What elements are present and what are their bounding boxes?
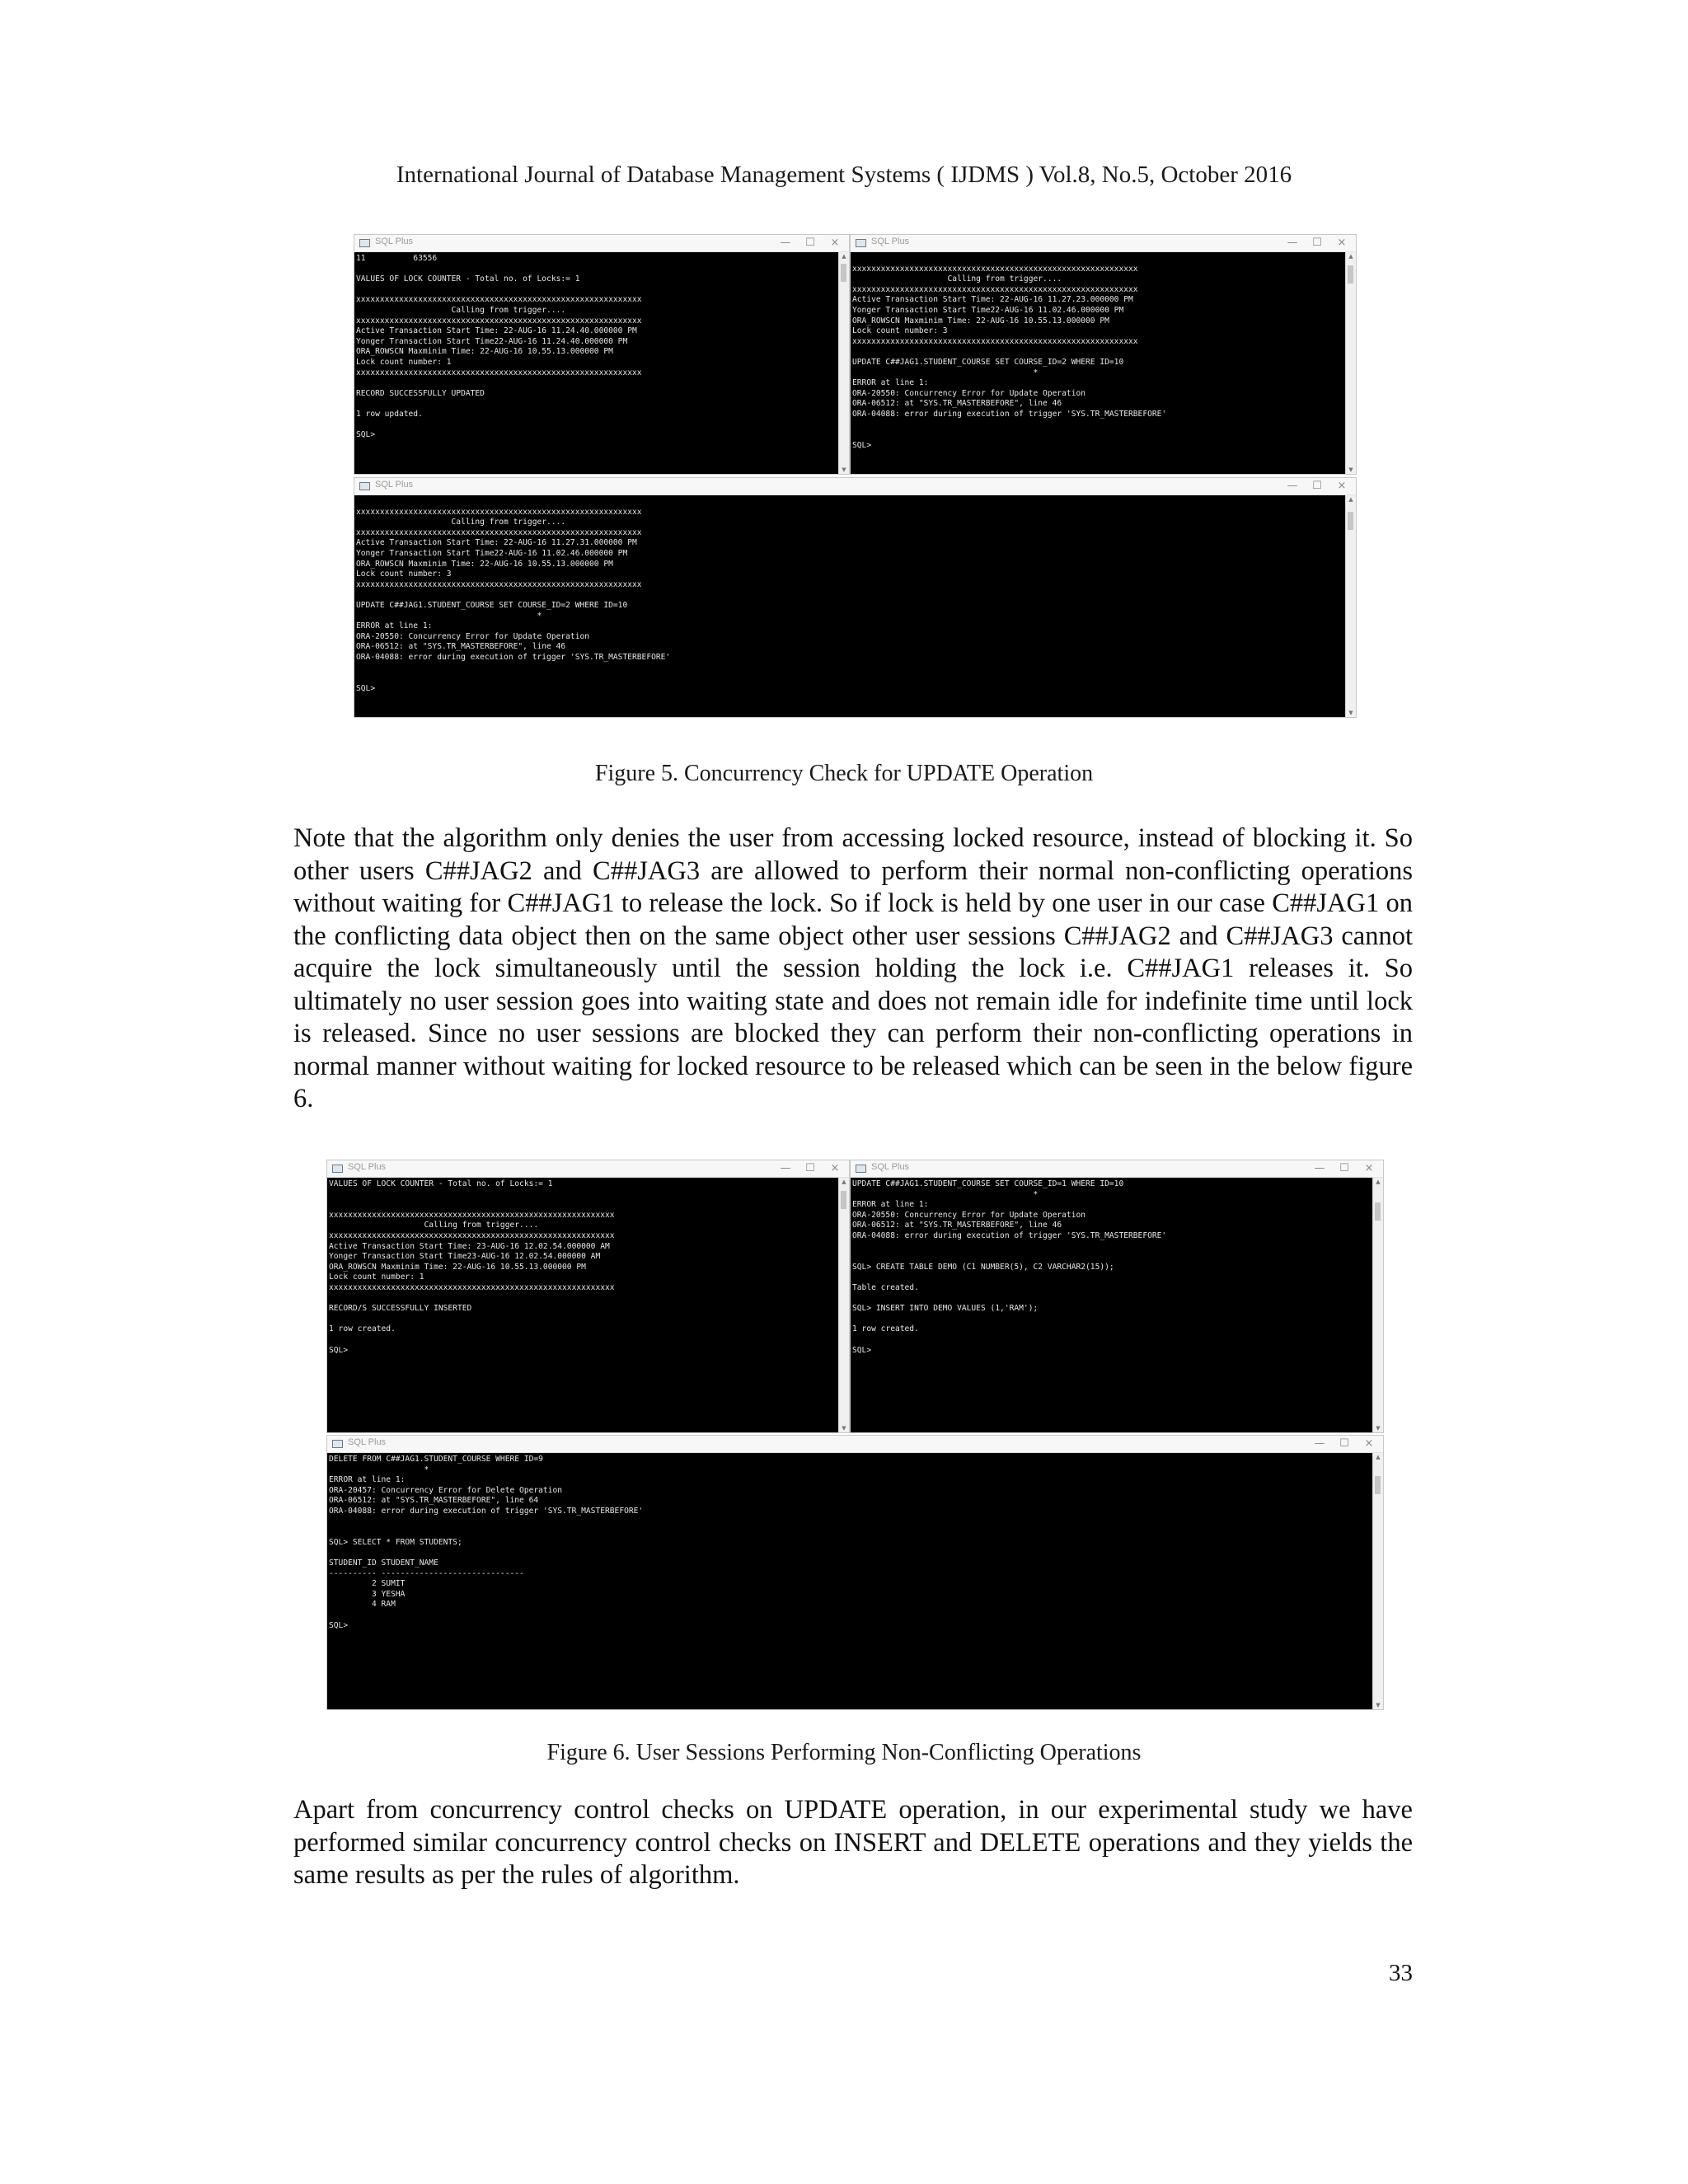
sqlplus-app-icon (856, 239, 866, 247)
scroll-thumb[interactable] (1375, 1202, 1381, 1221)
title-bar[interactable] (327, 1436, 1383, 1453)
window-title: SQL Plus (375, 237, 414, 246)
scroll-thumb[interactable] (1348, 265, 1353, 284)
body-paragraph: Apart from concurrency control checks on UPDATE operation, in our experimental study we have performed similar concurrency control checks on INSERT and DELETE operations and they yields the same results as per the rules of algorithm. (293, 1795, 1413, 1890)
scroll-down-icon[interactable]: ▼ (1376, 1702, 1381, 1708)
close-button[interactable]: × (830, 1162, 840, 1174)
vertical-scrollbar[interactable] (838, 1178, 849, 1432)
minimize-button[interactable]: — (780, 1162, 791, 1174)
scroll-down-icon[interactable]: ▼ (1348, 466, 1353, 473)
maximize-button[interactable]: ☐ (1312, 480, 1322, 492)
scroll-down-icon[interactable]: ▼ (1348, 710, 1353, 716)
console-output[interactable]: 11 63556 VALUES OF LOCK COUNTER - Total no. of Locks:= 1 xxxxxxxxxxxxxxxxxxxxxxxxxxxxxxxxxxxxxxxxxxxxxxxxxxxxxxxxxxxx Calling from trigger.... xxxxxxxxxxxxxxxxxxxxxxxxxxxxxxxxxxxxxxxxxxxxxxxxxxxxxxxxxxxx Active Transaction Start Time: 22-AUG-16 11.24.40.000000 PM Yonger Transaction Start Time22-AUG-16 11.24.40.000000 PM ORA_ROWSCN Maxminim Time: 22-AUG-16 10.55.13.000000 PM Lock count number: 1 xxxxxxxxxxxxxxxxxxxxxxxxxxxxxxxxxxxxxxxxxxxxxxxxxxxxxxxxxxxx RECORD SUCCESSFULLY UPDATED 1 row updated. SQL> (356, 254, 642, 440)
window-title: SQL Plus (375, 480, 414, 490)
minimize-button[interactable]: — (1314, 1437, 1325, 1450)
minimize-button[interactable]: — (1287, 237, 1298, 249)
page-number: 33 (1389, 1960, 1413, 1986)
maximize-button[interactable]: ☐ (805, 237, 815, 249)
sqlplus-app-icon (332, 1165, 343, 1173)
vertical-scrollbar[interactable] (1372, 1453, 1383, 1709)
sqlplus-window[interactable] (354, 235, 849, 474)
scroll-thumb[interactable] (841, 264, 846, 282)
scroll-thumb[interactable] (841, 1191, 846, 1209)
console-output[interactable]: VALUES OF LOCK COUNTER - Total no. of Locks:= 1 xxxxxxxxxxxxxxxxxxxxxxxxxxxxxxxxxxxxxxxxxxxxxxxxxxxxxxxxxxxx Calling from trigger.... xxxxxxxxxxxxxxxxxxxxxxxxxxxxxxxxxxxxxxxxxxxxxxxxxxxxxxxxxxxx Active Transaction Start Time: 23-AUG-16 12.02.54.000000 AM Yonger Transaction Start Time23-AUG-16 12.02.54.000000 AM ORA_ROWSCN Maxminim Time: 22-AUG-16 10.55.13.000000 PM Lock count number: 1 xxxxxxxxxxxxxxxxxxxxxxxxxxxxxxxxxxxxxxxxxxxxxxxxxxxxxxxxxxxx RECORD/S SUCCESSFULLY INSERTED 1 row created. SQL> (329, 1179, 615, 1355)
sqlplus-window[interactable] (851, 1160, 1383, 1432)
maximize-button[interactable]: ☐ (1339, 1162, 1349, 1174)
close-button[interactable]: × (1364, 1162, 1374, 1174)
vertical-scrollbar[interactable] (838, 252, 849, 474)
figure-5-caption: Figure 5. Concurrency Check for UPDATE Operation (594, 761, 1094, 786)
scroll-up-icon[interactable]: ▲ (1348, 496, 1353, 503)
window-title: SQL Plus (348, 1162, 387, 1172)
scroll-up-icon[interactable]: ▲ (842, 1179, 846, 1185)
console-output[interactable]: DELETE FROM C##JAG1.STUDENT_COURSE WHERE ID=9 * ERROR at line 1: ORA-20457: Concurrency Error for Delete Operation ORA-06512: at "SYS.TR_MASTERBEFORE", line 64 ORA-04088: error during execution of trigger 'SYS.TR_MASTERBEFORE' SQL> SELECT * FROM STUDENTS; STUDENT_ID STUDENT_NAME ---------- ------------------------------ 2 SUMIT 3 YESHA 4 RAM SQL> (329, 1455, 644, 1630)
close-button[interactable]: × (1337, 237, 1347, 249)
console-output[interactable]: xxxxxxxxxxxxxxxxxxxxxxxxxxxxxxxxxxxxxxxxxxxxxxxxxxxxxxxxxxxx Calling from trigger.... xxxxxxxxxxxxxxxxxxxxxxxxxxxxxxxxxxxxxxxxxxxxxxxxxxxxxxxxxxxx Active Transaction Start Time: 22-AUG-16 11.27.23.000000 PM Yonger Transaction Start Time22-AUG-16 11.02.46.000000 PM ORA_ROWSCN Maxminim Time: 22-AUG-16 10.55.13.000000 PM Lock count number: 3 xxxxxxxxxxxxxxxxxxxxxxxxxxxxxxxxxxxxxxxxxxxxxxxxxxxxxxxxxxxx UPDATE C##JAG1.STUDENT_COURSE SET COURSE_ID=2 WHERE ID=10 * ERROR at line 1: ORA-20550: Concurrency Error for Update Operation ORA-06512: at "SYS.TR_MASTERBEFORE", line 46 ORA-04088: error during execution of trigger 'SYS.TR_MASTERBEFORE' SQL> (852, 264, 1167, 450)
scroll-up-icon[interactable]: ▲ (1376, 1179, 1381, 1185)
sqlplus-window[interactable] (327, 1436, 1383, 1709)
maximize-button[interactable]: ☐ (1339, 1437, 1349, 1450)
sqlplus-window[interactable] (354, 478, 1356, 717)
window-title: SQL Plus (348, 1437, 387, 1447)
title-bar[interactable] (851, 235, 1356, 252)
title-bar[interactable] (327, 1160, 849, 1178)
minimize-button[interactable]: — (1287, 480, 1298, 492)
window-title: SQL Plus (871, 1162, 910, 1172)
close-button[interactable]: × (1337, 480, 1347, 492)
console-output[interactable]: UPDATE C##JAG1.STUDENT_COURSE SET COURSE_ID=1 WHERE ID=10 * ERROR at line 1: ORA-20550: Concurrency Error for Update Operation ORA-06512: at "SYS.TR_MASTERBEFORE", line 46 ORA-04088: error during execution of trigger 'SYS.TR_MASTERBEFORE' SQL> CREATE TABLE DEMO (C1 NUMBER(5), C2 VARCHAR2(15)); Table created. SQL> INSERT INTO DEMO VALUES (1,'RAM'); 1 row created. SQL> (852, 1179, 1167, 1355)
title-bar[interactable] (354, 235, 849, 252)
vertical-scrollbar[interactable] (1372, 1178, 1383, 1432)
maximize-button[interactable]: ☐ (1312, 237, 1322, 249)
scroll-up-icon[interactable]: ▲ (1348, 253, 1353, 260)
vertical-scrollbar[interactable] (1345, 252, 1356, 474)
scroll-down-icon[interactable]: ▼ (842, 1425, 846, 1432)
scroll-up-icon[interactable]: ▲ (842, 253, 846, 260)
vertical-scrollbar[interactable] (1345, 495, 1356, 717)
title-bar[interactable] (354, 478, 1356, 495)
sqlplus-window[interactable] (851, 235, 1356, 474)
window-title: SQL Plus (871, 237, 910, 246)
sqlplus-app-icon (332, 1440, 343, 1448)
scroll-up-icon[interactable]: ▲ (1376, 1454, 1381, 1460)
body-paragraph: Note that the algorithm only denies the user from accessing locked resource, instead of blocking it. So other users C##JAG2 and C##JAG3 are allowed to perform their normal non-conflicting operations without waiting for C##JAG1 to release the lock. So if lock is held by one user in our case C##JAG1 on the conflicting data object then on the same object other user sessions C##JAG2 and C##JAG3 cannot acquire the lock simultaneously until the session holding the lock i.e. C##JAG1 releases it. So ultimately no user session goes into waiting state and does not remain idle for indefinite time until lock is released. Since no user sessions are blocked they can perform their non-conflicting operations in normal manner without waiting for locked resource to be released which can be seen in the below figure 6. (293, 823, 1413, 1113)
sqlplus-app-icon (856, 1165, 866, 1173)
close-button[interactable]: × (830, 237, 840, 249)
console-output[interactable]: xxxxxxxxxxxxxxxxxxxxxxxxxxxxxxxxxxxxxxxxxxxxxxxxxxxxxxxxxxxx Calling from trigger.... xxxxxxxxxxxxxxxxxxxxxxxxxxxxxxxxxxxxxxxxxxxxxxxxxxxxxxxxxxxx Active Transaction Start Time: 22-AUG-16 11.27.31.000000 PM Yonger Transaction Start Time22-AUG-16 11.02.46.000000 PM ORA_ROWSCN Maxminim Time: 22-AUG-16 10.55.13.000000 PM Lock count number: 3 xxxxxxxxxxxxxxxxxxxxxxxxxxxxxxxxxxxxxxxxxxxxxxxxxxxxxxxxxxxx UPDATE C##JAG1.STUDENT_COURSE SET COURSE_ID=2 WHERE ID=10 * ERROR at line 1: ORA-20550: Concurrency Error for Update Operation ORA-06512: at "SYS.TR_MASTERBEFORE", line 46 ORA-04088: error during execution of trigger 'SYS.TR_MASTERBEFORE' SQL> (356, 507, 671, 693)
scroll-thumb[interactable] (1375, 1476, 1381, 1494)
scroll-thumb[interactable] (1348, 512, 1353, 530)
figure-6-caption: Figure 6. User Sessions Performing Non-Conflicting Operations (546, 1740, 1142, 1765)
minimize-button[interactable]: — (1314, 1162, 1325, 1174)
close-button[interactable]: × (1364, 1437, 1374, 1450)
sqlplus-app-icon (359, 239, 370, 247)
title-bar[interactable] (851, 1160, 1383, 1178)
scroll-down-icon[interactable]: ▼ (1376, 1425, 1381, 1432)
maximize-button[interactable]: ☐ (805, 1162, 815, 1174)
sqlplus-app-icon (359, 482, 370, 490)
sqlplus-window[interactable] (327, 1160, 849, 1432)
scroll-down-icon[interactable]: ▼ (842, 466, 846, 473)
minimize-button[interactable]: — (780, 237, 791, 249)
running-header: International Journal of Database Management Systems ( IJDMS ) Vol.8, No.5, October 2016 (396, 162, 1292, 188)
